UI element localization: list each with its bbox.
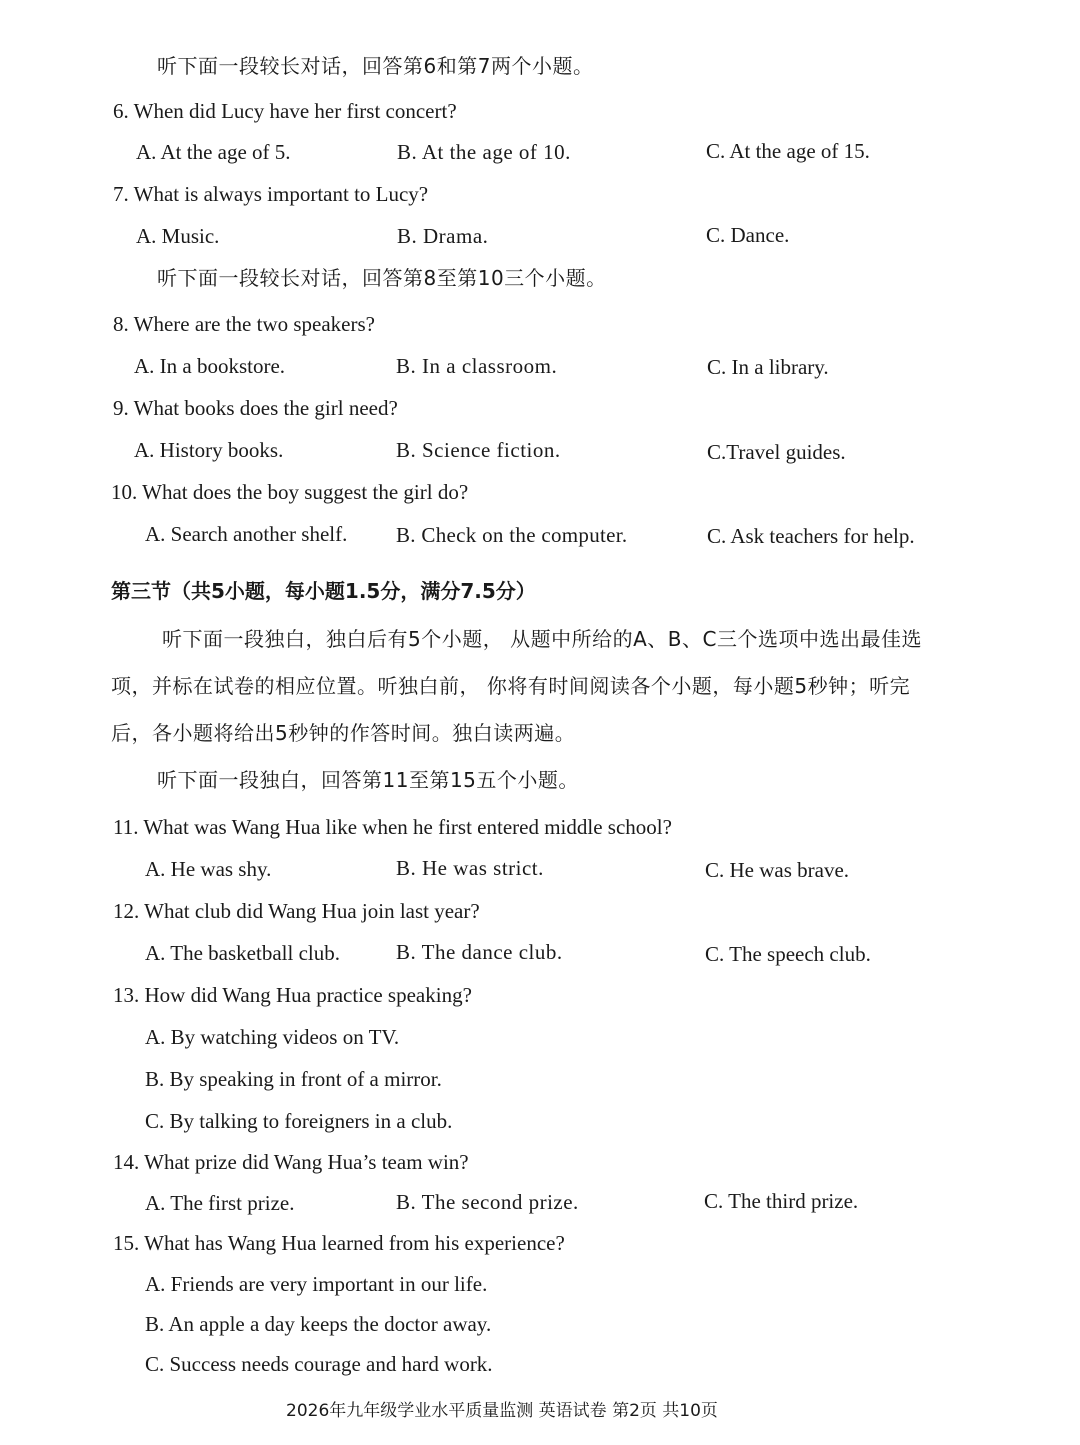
q6-option-a: A. At the age of 5.	[136, 140, 291, 164]
q11-option-a: A. He was shy.	[145, 857, 272, 881]
question-13: 13. How did Wang Hua practice speaking?	[113, 983, 472, 1007]
q15-option-a: A. Friends are very important in our life.	[145, 1272, 488, 1296]
question-12: 12. What club did Wang Hua join last year?	[113, 899, 480, 923]
q10-option-b: B. Check on the computer.	[396, 523, 628, 547]
q9-option-a: A. History books.	[134, 438, 284, 462]
question-15: 15. What has Wang Hua learned from his experience?	[113, 1231, 565, 1255]
q8-option-b: B. In a classroom.	[396, 354, 558, 378]
q13-option-c: C. By talking to foreigners in a club.	[145, 1109, 453, 1133]
question-10: 10. What does the boy suggest the girl do?	[111, 480, 469, 504]
q8-option-c: C. In a library.	[707, 355, 829, 379]
q13-option-a: A. By watching videos on TV.	[145, 1025, 400, 1049]
q7-option-c: C. Dance.	[706, 223, 790, 247]
question-11: 11. What was Wang Hua like when he first entered middle school?	[113, 815, 672, 839]
q10-option-a: A. Search another shelf.	[145, 522, 348, 546]
q13-option-b: B. By speaking in front of a mirror.	[145, 1067, 442, 1091]
q14-option-b: B. The second prize.	[396, 1190, 579, 1214]
section-3-instruction-line-2: 项，并标在试卷的相应位置。听独白前， 你将有时间阅读各个小题，每小题5秒钟；听完	[111, 674, 911, 698]
q7-option-a: A. Music.	[136, 224, 220, 248]
q6-option-b: B. At the age of 10.	[397, 140, 571, 164]
question-6: 6. When did Lucy have her first concert?	[113, 99, 457, 123]
q7-option-b: B. Drama.	[397, 224, 489, 248]
q12-option-c: C. The speech club.	[705, 942, 871, 966]
q12-option-a: A. The basketball club.	[145, 941, 340, 965]
q9-option-b: B. Science fiction.	[396, 438, 561, 462]
q10-option-c: C. Ask teachers for help.	[707, 524, 915, 548]
question-7: 7. What is always important to Lucy?	[113, 182, 429, 206]
q15-option-c: C. Success needs courage and hard work.	[145, 1352, 493, 1376]
section-3-heading: 第三节（共5小题，每小题1.5分，满分7.5分）	[111, 579, 536, 603]
q14-option-c: C. The third prize.	[704, 1189, 859, 1213]
question-9: 9. What books does the girl need?	[113, 396, 398, 420]
listening-intro-6-7: 听下面一段较长对话，回答第6和第7两个小题。	[157, 54, 594, 78]
section-3-instruction-line-3: 后，各小题将给出5秒钟的作答时间。独白读两遍。	[111, 721, 576, 745]
q11-option-c: C. He was brave.	[705, 858, 850, 882]
q9-option-c: C.Travel guides.	[707, 440, 846, 464]
question-14: 14. What prize did Wang Hua’s team win?	[113, 1150, 469, 1174]
q15-option-b: B. An apple a day keeps the doctor away.	[145, 1312, 492, 1336]
q14-option-a: A. The first prize.	[145, 1191, 295, 1215]
listening-intro-11-15: 听下面一段独白，回答第11至第15五个小题。	[157, 768, 579, 792]
page-footer: 2026年九年级学业水平质量监测 英语试卷 第2页 共10页	[286, 1401, 718, 1421]
q12-option-b: B. The dance club.	[396, 940, 563, 964]
listening-intro-8-10: 听下面一段较长对话，回答第8至第10三个小题。	[157, 266, 607, 290]
q8-option-a: A. In a bookstore.	[134, 354, 286, 378]
q11-option-b: B. He was strict.	[396, 856, 544, 880]
section-3-instruction-line-1: 听下面一段独白，独白后有5个小题， 从题中所给的A、B、C三个选项中选出最佳选	[162, 627, 922, 651]
question-8: 8. Where are the two speakers?	[113, 312, 375, 336]
q6-option-c: C. At the age of 15.	[706, 139, 870, 163]
